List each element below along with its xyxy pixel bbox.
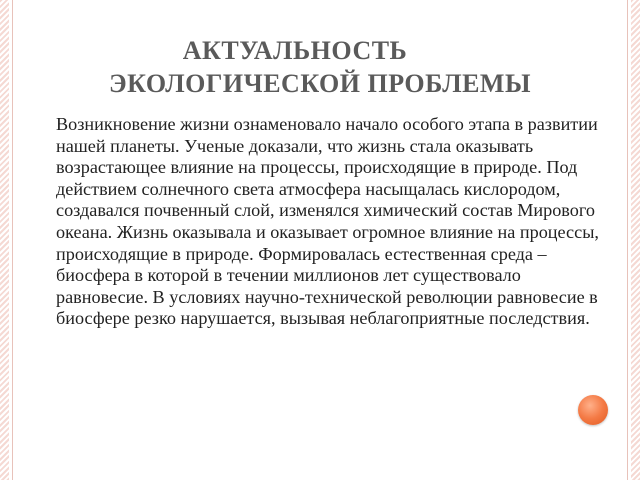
decorative-border-left <box>0 0 9 480</box>
decorative-rule-left <box>12 0 13 480</box>
slide-title-line-2: ЭКОЛОГИЧЕСКОЙ ПРОБЛЕМЫ <box>109 69 531 98</box>
decorative-rule-right <box>627 0 628 480</box>
decorative-border-right <box>631 0 640 480</box>
slide-title-line-1: АКТУАЛЬНОСТЬ <box>182 36 408 65</box>
slide-body-text: Возникновение жизни ознаменовало начало особого этапа в развитии нашей планеты. Ученые доказали, что жизнь стала оказывать возрастающее влияние на процессы, происходящие в природе. Под действием солнечного света атмосфера насыщалась кислородом, создавался почвенный слой, изменялся химический состав Мирового океана. Жизнь оказывала и оказывает огромное влияние на процессы, происходящие в природе. Формировалась естественная среда – биосфера в которой в течении миллионов лет существовало равновесие. В условиях научно-технической революции равновесие в биосфере резко нарушается, вызывая неблагоприятные последствия. <box>56 114 599 329</box>
decorative-orange-orb <box>578 395 608 425</box>
slide-title <box>20 34 620 100</box>
